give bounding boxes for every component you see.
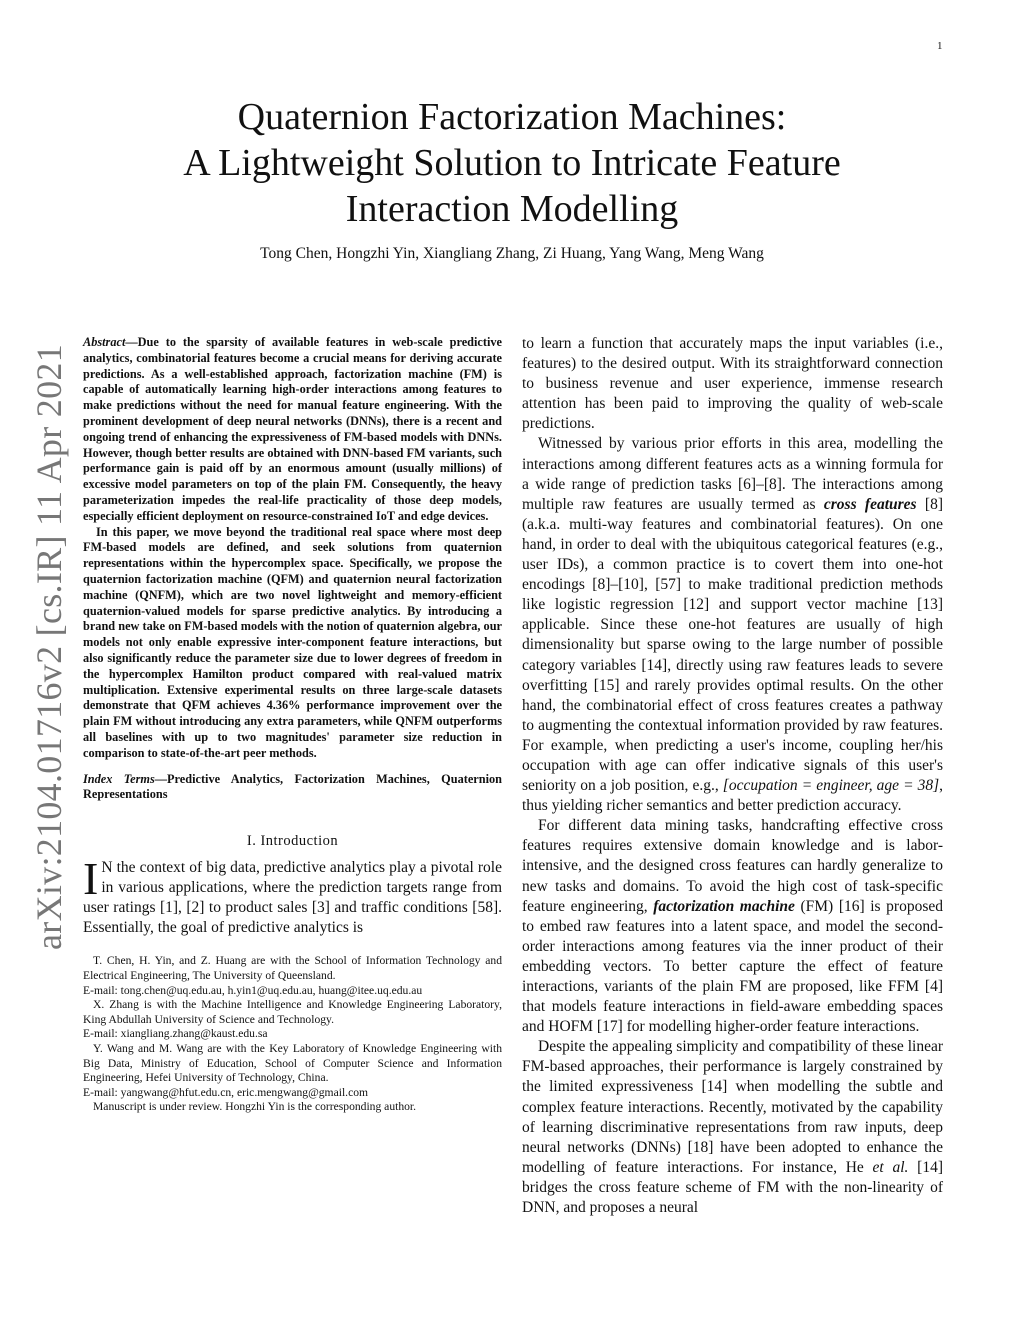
title-line-1: Quaternion Factorization Machines: (237, 96, 787, 138)
arxiv-identifier: arXiv:2104.01716v2 [cs.IR] 11 Apr 2021 (29, 344, 69, 950)
left-column (83, 335, 502, 1115)
title-line-2: A Lightweight Solution to Intricate Feature (183, 142, 841, 184)
footnote-email-2: E-mail: xiangliang.zhang@kaust.edu.sa (83, 1027, 268, 1041)
cross-features-term: cross features (823, 495, 917, 513)
intro-paragraph-4 (522, 1037, 943, 1218)
intro-paragraph-3 (522, 816, 943, 1037)
intro-paragraph-2 (522, 434, 943, 816)
page-number: 1 (937, 40, 943, 52)
footnote-affiliation-3: Y. Wang and M. Wang are with the Key Laboratory of Knowledge Engineering with Big Data, Ministry of Education, School of Computer Science and Information Engineering, Hefei University of Technology, China. (83, 1042, 502, 1085)
intro-p4-part-b: [14] bridges the cross feature scheme of FM with the non-linearity of DNN, and proposes a neural (522, 1158, 943, 1217)
index-terms (83, 772, 502, 804)
right-column (522, 334, 943, 1218)
footnote-email-3: E-mail: yangwang@hfut.edu.cn, eric.mengwang@gmail.com (83, 1085, 369, 1099)
math-example: [occupation = engineer, age = 38] (722, 777, 940, 795)
paper-title (120, 94, 904, 232)
index-terms-text: —Predictive Analytics, Factorization Machines, Quaternion Representations (83, 771, 502, 802)
intro-p4-part-a: Despite the appealing simplicity and compatibility of these linear FM-based approaches, their performance is largely constrained by the limited expressiveness [14] when modelling the subtle and complex feature interactions. Recently, motivated by the capability of learning discriminative representations from raw inputs, deep neural networks (DNNs) [18] have been adopted to enhance the modelling of feature interactions. For instance, He (522, 1038, 943, 1176)
intro-p3-part-b: (FM) [16] is proposed to embed raw features into a latent space, and model the second-order interactions among features via the inner product of their embedding vectors. To better capture the effect of feature interactions, variants of the plain FM are proposed, like FFM [4] that models feature interactions in field-aware embedding spaces and HOFM [17] for modelling higher-order feature interactions. (522, 897, 943, 1036)
intro-paragraph-1: to learn a function that accurately maps the input variables (i.e., features) to the desired output. With its straightforward connection to business revenue and user experience, immense research attention has been paid to improving the quality of web-scale predictions. (522, 335, 943, 433)
index-terms-label: Index Terms (83, 771, 155, 786)
et-al-term: et al. (872, 1158, 909, 1176)
abstract (83, 335, 502, 762)
intro-p2-part-b: [8] (a.k.a. multi-way features and combinatorial features). On one hand, in order to deal with the ubiquitous categorical features (e.g., user IDs), a common practice is to covert them into one-hot encodings [8]–[10], [57] to make traditional prediction methods like logistic regression [12] and support vector machine [13] applicable. Since these one-hot features are usually of high dimensionality but sparse owing to the large number of possible category variables [14], directly using raw features leads to severe overfitting [15] and rarely provides optimal results. On the other hand, the combinatorial effect of cross features creates a pathway to augmenting the contextual information provided by raw features. For example, when predicting a user's income, coupling her/his occupation with age can offer indicative signals of this user's seniority on a job position, e.g., (522, 495, 943, 795)
footnote-email-1: E-mail: tong.chen@uq.edu.au, h.yin1@uq.edu.au, huang@itee.uq.edu.au (83, 983, 423, 997)
footnote-affiliation-1: T. Chen, H. Yin, and Z. Huang are with the School of Information Technology and Electrical Engineering, The University of Queensland. (83, 954, 502, 983)
abstract-label: Abstract (83, 335, 126, 349)
intro-text-left: N the context of big data, predictive analytics play a pivotal role in various applications, where the prediction targets range from user ratings [1], [2] to product sales [3] and traffic conditions [58]. Essentially, the goal of predictive analytics is (83, 859, 502, 937)
abstract-paragraph-1: —Due to the sparsity of available features in web-scale predictive analytics, combinatorial features become a crucial means for deriving accurate predictions. As a well-established approach, factorization machine (FM) is capable of automatically learning high-order interactions among features to make predictions without the need for manual feature engineering. With the prominent development of deep neural networks (DNNs), there is a recent and ongoing trend of enhancing the expressiveness of FM-based models with DNNs. However, though better results are obtained with DNN-based FM variants, such performance gain is paid off by an enormous amount (usually millions) of excessive model parameters on top of the plain FM. Consequently, the heavy parameterization impedes the real-life practicality of those deep models, especially efficient deployment on resource-constrained IoT and edge devices. (83, 335, 502, 523)
intro-p3-part-a: For different data mining tasks, handcrafting effective cross features requires extensive domain knowledge and is labor-intensive, and the designed cross features can hardly generalize to new tasks and domains. To avoid the high cost of task-specific feature engineering, (522, 817, 943, 915)
intro-p2-part-a: Witnessed by various prior efforts in this area, modelling the interactions among different features acts as a winning formula for a wide range of prediction tasks [6]–[8]. The interactions among multiple raw features are usually termed as (522, 435, 943, 513)
intro-p2-part-c: , thus yielding richer semantics and better prediction accuracy. (522, 777, 943, 815)
manuscript-note: Manuscript is under review. Hongzhi Yin is the corresponding author. (93, 1100, 417, 1114)
intro-paragraph-left (83, 853, 502, 938)
factorization-machine-term: factorization machine (653, 897, 795, 915)
author-list: Tong Chen, Hongzhi Yin, Xiangliang Zhang, Zi Huang, Yang Wang, Meng Wang (260, 245, 764, 262)
drop-cap: I (83, 853, 99, 905)
section-heading: I. Introduction (246, 833, 339, 850)
title-line-3: Interaction Modelling (345, 188, 679, 230)
abstract-paragraph-2: In this paper, we move beyond the traditional real space where most deep FM-based models are defined, and seek solutions from quaternion representations within the hypercomplex space. Specifically, we propose the quaternion factorization machine (QFM) and quaternion neural factorization machine (QNFM), which are two novel lightweight and memory-efficient quaternion-valued models for sparse predictive analytics. By introducing a brand new take on FM-based models with the notion of quaternion algebra, our models not only enable expressive inter-component feature interactions, but also significantly reduce the parameter size due to lower degrees of freedom in the hypercomplex Hamilton product compared with real-valued matrix multiplication. Extensive experimental results on three large-scale datasets demonstrate that QFM achieves 4.36% performance improvement over the plain FM without introducing any extra parameters, while QNFM outperforms all baselines with up to two magnitudes' parameter size reduction in comparison to state-of-the-art peer methods. (83, 524, 502, 760)
footnote-affiliation-2: X. Zhang is with the Machine Intelligence and Knowledge Engineering Laboratory, King Abdullah University of Science and Technology. (83, 998, 502, 1026)
footnotes (83, 954, 502, 1115)
